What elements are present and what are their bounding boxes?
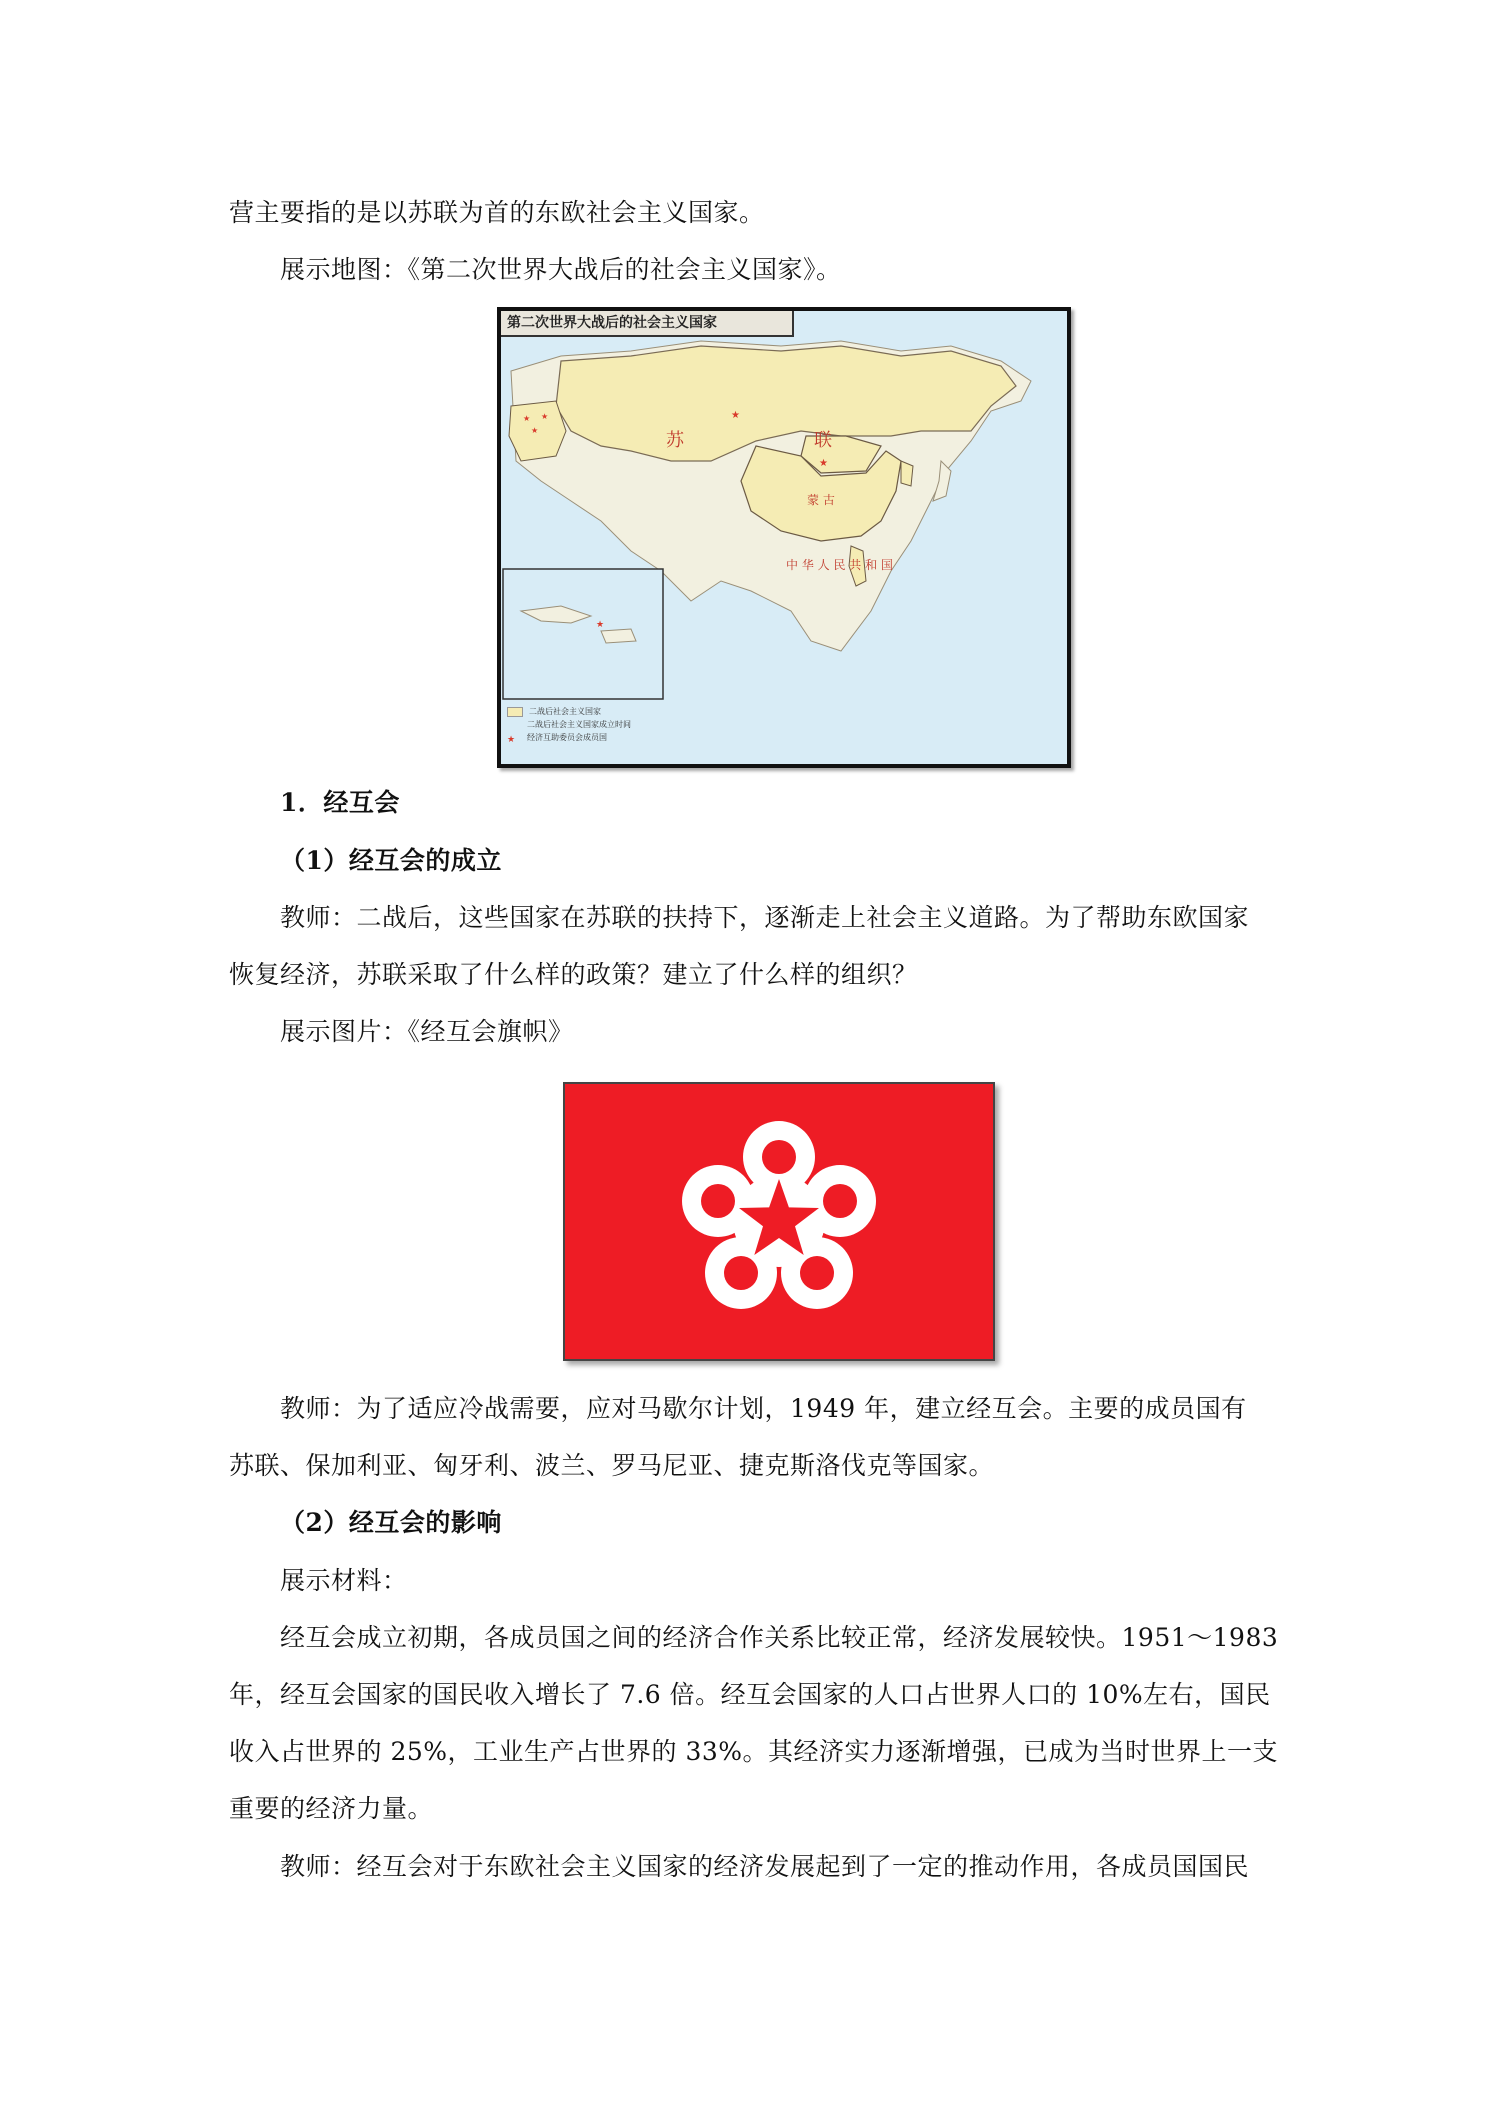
section-heading: 1．经互会 [280,788,400,817]
paragraph-line: 教师：为了适应冷战需要，应对马歇尔计划，1949 年，建立经互会。主要的成员国有 [280,1394,1247,1423]
socialist-countries-map [497,307,1071,768]
map-label-ussr: 苏 [666,430,684,451]
quote-line: 收入占世界的 25%，工业生产占世界的 33%。其经济实力逐渐增强，已成为当时世界上一支 [229,1737,1279,1766]
paragraph-line: 展示材料： [280,1566,408,1595]
paragraph-line: 展示图片：《经互会旗帜》 [280,1017,574,1046]
flag-emblem [565,1084,993,1359]
quote-line: 年，经互会国家的国民收入增长了 7.6 倍。经互会国家的人口占世界人口的 10%左右，国民 [229,1680,1271,1709]
map-label-mongolia: 蒙 古 [807,493,835,507]
ring-hole [724,1256,758,1290]
map-legend [507,705,631,744]
cuba-star: ★ [596,620,605,630]
ring-hole [800,1256,834,1290]
map-drawing [501,311,1067,764]
europe-star: ★ [541,412,549,421]
comecon-flag [563,1082,995,1361]
subsection-heading: （2）经互会的影响 [280,1508,502,1537]
quote-line: 经互会成立初期，各成员国之间的经济合作关系比较正常，经济发展较快。1951～1983 [280,1623,1279,1652]
paragraph-line: 教师：二战后，这些国家在苏联的扶持下，逐渐走上社会主义道路。为了帮助东欧国家 [280,903,1250,932]
ring-hole [762,1140,796,1174]
star-icon: ★ [507,734,516,745]
caribbean-inset [503,569,663,699]
ring-hole [701,1184,735,1218]
hispaniola-island [601,629,636,643]
map-title: 第二次世界大战后的社会主义国家 [501,311,794,337]
legend-item [507,705,631,718]
legend-item-label: 经济互助委员会成员国 [527,733,607,742]
korea-region [901,461,913,486]
europe-star: ★ [523,414,531,423]
paragraph-line: 恢复经济，苏联采取了什么样的政策？建立了什么样的组织？ [229,960,918,989]
legend-item [507,731,631,744]
mongolia-star: ★ [819,458,828,469]
paragraph-line: 教师：经互会对于东欧社会主义国家的经济发展起到了一定的推动作用，各成员国国民 [280,1852,1250,1881]
map-label-ussr: 联 [814,430,832,451]
paragraph-line: 展示地图：《第二次世界大战后的社会主义国家》。 [280,255,842,284]
ussr-star: ★ [731,410,740,421]
quote-line: 重要的经济力量。 [229,1794,434,1823]
ring-hole [823,1184,857,1218]
europe-star: ★ [531,426,539,435]
paragraph-line: 苏联、保加利亚、匈牙利、波兰、罗马尼亚、捷克斯洛伐克等国家。 [229,1451,995,1480]
legend-item-label: 二战后社会主义国家 [529,707,601,716]
legend-item-label: 二战后社会主义国家成立时间 [527,720,631,729]
subsection-heading: （1）经互会的成立 [280,846,502,875]
legend-item [507,718,631,731]
paragraph-line: 营主要指的是以苏联为首的东欧社会主义国家。 [229,198,765,227]
map-label-china: 中 华 人 民 共 和 国 [786,558,893,572]
